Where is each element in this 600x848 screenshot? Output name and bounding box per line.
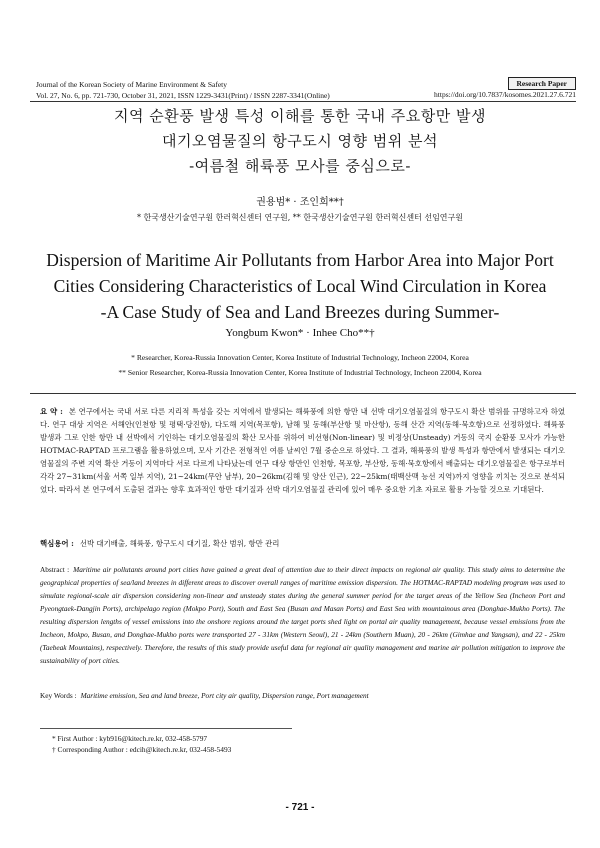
- journal-name: Journal of the Korean Society of Marine Environment & Safety: [36, 80, 227, 89]
- korean-affiliations: * 한국생산기술연구원 한러혁신센터 연구원, ** 한국생산기술연구원 한러혁신센터 선임연구원: [136, 213, 463, 222]
- footnote-divider: [40, 728, 292, 729]
- korean-authors: 권용범* · 조인희**†: [256, 197, 344, 208]
- korean-abstract: [40, 405, 565, 496]
- english-keywords: [40, 691, 369, 700]
- english-abstract-label: Abstract :: [40, 565, 70, 574]
- english-affiliation-1: * Researcher, Korea-Russia Innovation Center, Korea Institute of Industrial Technology, Incheon 22004, Korea: [131, 353, 469, 362]
- english-keywords-text: Maritime emission, Sea and land breeze, Port city air quality, Dispersion range, Port management: [80, 691, 369, 700]
- english-title-line: Cities Considering Characteristics of Local Wind Circulation in Korea: [53, 276, 547, 296]
- doi-link[interactable]: https://doi.org/10.7837/kosomes.2021.27.6.721: [434, 90, 576, 99]
- korean-title-line: 지역 순환풍 발생 특성 이해를 통한 국내 주요항만 발생: [114, 107, 486, 125]
- korean-keywords-text: 선박 대기배출, 해륙풍, 항구도시 대기질, 확산 범위, 항만 관리: [79, 539, 280, 548]
- korean-abstract-text: 본 연구에서는 국내 서로 다른 지리적 특성을 갖는 지역에서 발생되는 해륙풍에 의한 항만 내 선박 대기오염물질의 항구도시 확산 범위를 규명하고자 하였다. 연구 대상 지역은 서해안(인천항 및 평택·당진항), 다도해 지역(목포항), 남해 및 동해(부산항 및 마산항), 동해 산간 지역(동해·묵호항)으로 선정하였다. 해륙풍 발생과 그로 인한 항만 내 선박에서 기인하는 대기오염물질의 확산 모사를 위하여 비선형(Non-linear) 및 비정상(Unsteady) 거동의 국지 순환풍 모사가 가능한 HOTMAC-RAPTAD 프로그램을 활용하였으며, 모사 기간은 전형적인 여름 날씨인 7월 중순으로 하였다. 그 결과, 해륙풍의 발생 특성과 항만에서 발생되는 대기오염물질의 주변 지역 확산 거동이 지역마다 서로 다르게 나타났는데 연구 대상 항만인 인천항, 목포항, 부산항, 동해·묵호항에서 배출되는 대기오염물질은 항구로부터 각각 27~31km(서울 서쪽 일부 지역), 21~24km(무안 남부), 20~26km(김해 및 양산 인근), 22~25km(태백산맥 능선 지역)까지 영향을 끼치는 것으로 분석되었다. 따라서 본 연구에서 도출된 결과는 향후 효과적인 항만 대기질과 선박 대기오염물질 관리에 있어 매우 중요한 기초 자료로 활용 가능할 것으로 기대된다.: [40, 407, 565, 494]
- korean-title: [0, 104, 600, 179]
- english-title-line: Dispersion of Maritime Air Pollutants from Harbor Area into Major Port: [46, 250, 554, 270]
- abstract-divider: [30, 393, 576, 394]
- korean-abstract-label: 요 약 :: [40, 407, 63, 416]
- english-keywords-label: Key Words :: [40, 691, 77, 700]
- english-authors: Yongbum Kwon* · Inhee Cho**†: [225, 327, 375, 339]
- korean-title-line: 대기오염물질의 항구도시 영향 범위 분석: [162, 132, 438, 150]
- page-number: - 721 -: [285, 802, 315, 813]
- paper-type-badge: Research Paper: [508, 77, 576, 90]
- english-abstract: [40, 563, 565, 667]
- footnote-corresponding-author: † Corresponding Author : edcih@kitech.re.kr, 032-458-5493: [52, 745, 232, 754]
- english-title: [0, 247, 600, 325]
- english-title-line: -A Case Study of Sea and Land Breezes during Summer-: [100, 302, 500, 322]
- korean-keywords-label: 핵심용어 :: [40, 539, 74, 548]
- footnote-first-author: * First Author : kyb916@kitech.re.kr, 032-458-5797: [52, 734, 208, 743]
- korean-keywords: [40, 538, 279, 549]
- volume-info: Vol. 27, No. 6, pp. 721-730, October 31, 2021, ISSN 1229-3431(Print) / ISSN 2287-3341(Online): [36, 91, 330, 100]
- english-abstract-text: Maritime air pollutants around port cities have gained a great deal of attention due to their direct impacts on regional air quality. This study aims to determine the geographical properties of sea/land breezes in different areas to discover overall ranges of maritime emission dispersion. The HOTMAC-RAPTAD modeling program was used to simulate regional-scale air dispersion considering non-linear and unsteady states during the general summer period for the target areas of the Yellow Sea (Incheon Port and Pyeongtaek-Dangjin Ports), archipelago region (Mokpo Port), South and East Sea (Busan and Masan Ports) and East Sea with mountainous area (Donghae-Mukho Ports). The resulting dispersion lengths of vessel emissions into the onshore regions around the target ports shed light on portal air quality management, because vessel emissions from the Incheon, Mokpo, Busan, and Donghae-Mukho ports were transported 27 - 31km (Western Seoul), 21 - 24km (Southern Muan), 20 - 26km (Gimhae and Yangsan), and 22 - 25km (Taebeak Mountains), respectively. Therefore, the results of this study provide useful data for regional air quality management and marine air pollution mitigation to improve the sustainability of port cities.: [40, 565, 566, 665]
- korean-title-line: -여름철 해륙풍 모사를 중심으로-: [189, 157, 411, 175]
- english-affiliation-2: ** Senior Researcher, Korea-Russia Innovation Center, Korea Institute of Industrial Technology, Incheon 22004, Korea: [118, 368, 482, 377]
- header-divider: [30, 101, 576, 102]
- journal-header: [36, 79, 330, 101]
